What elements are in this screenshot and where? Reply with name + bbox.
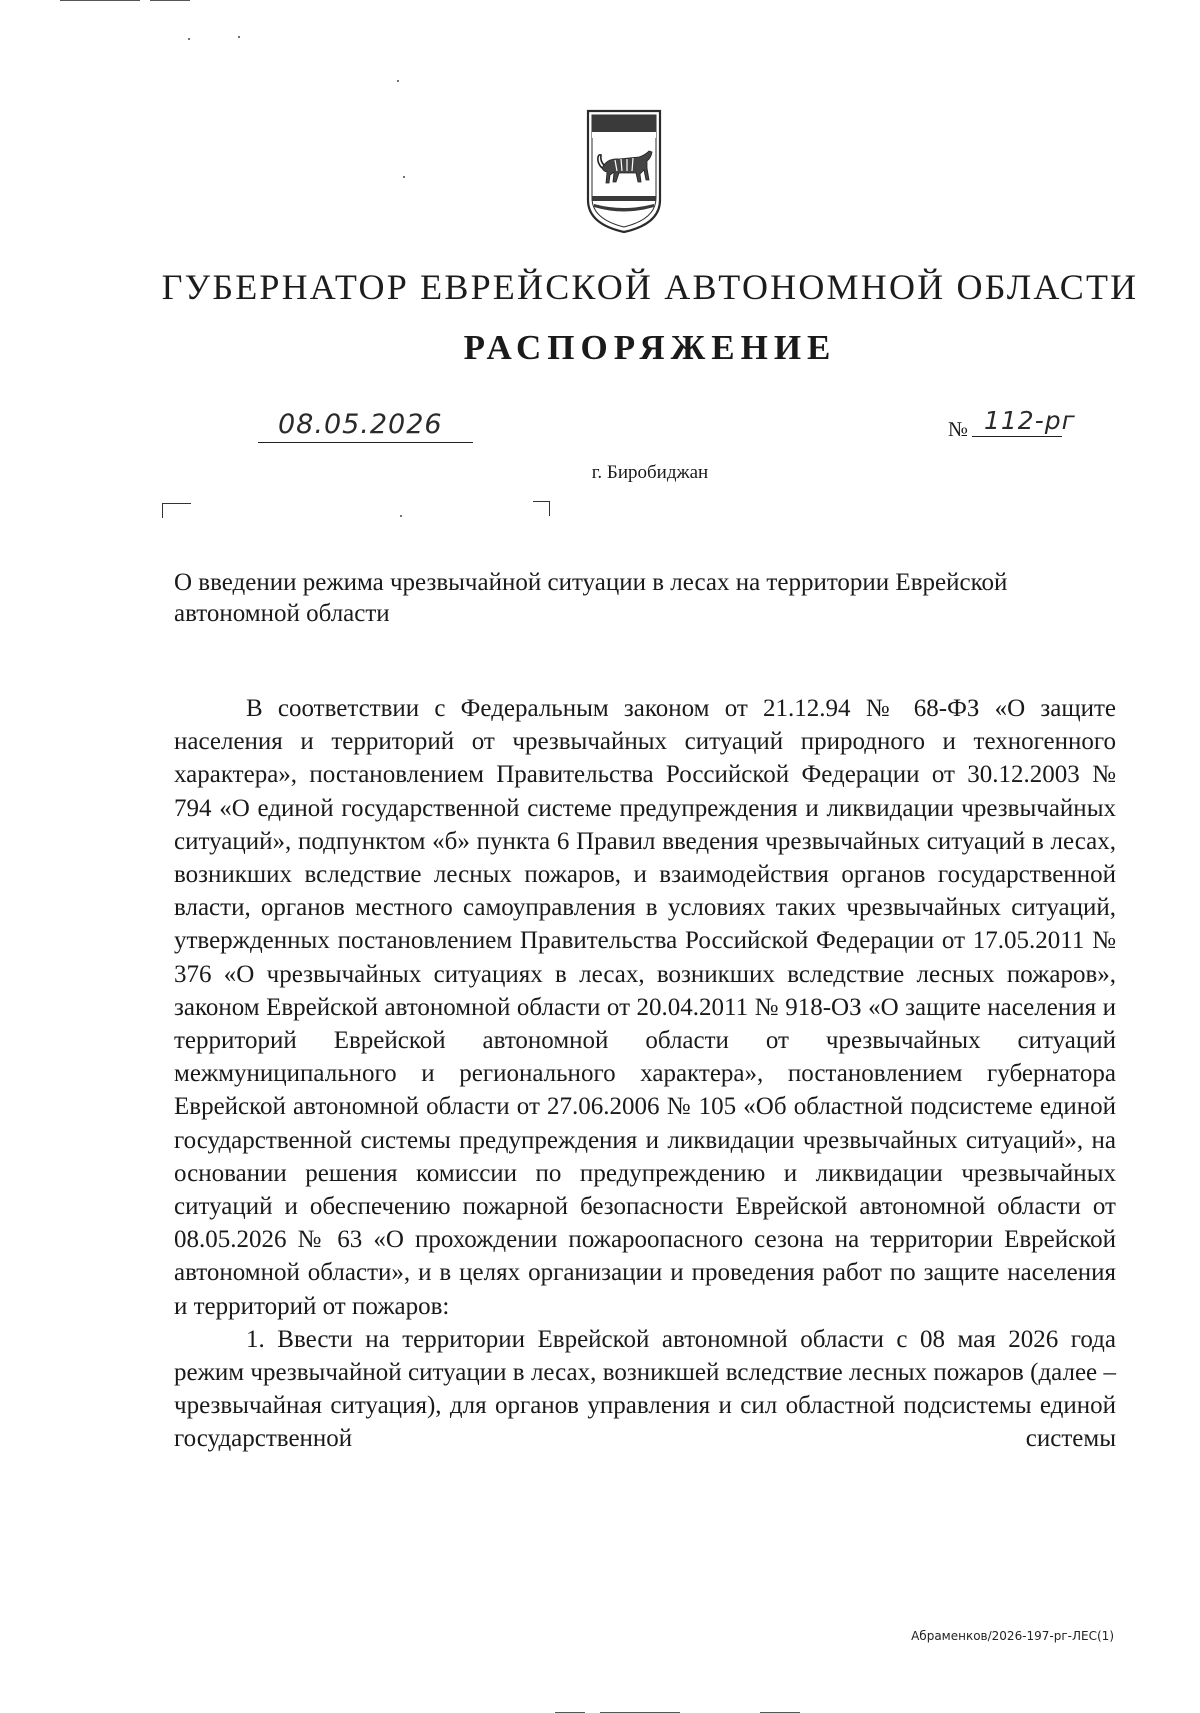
scan-speck bbox=[238, 36, 240, 38]
subject-bracket-left bbox=[162, 503, 191, 518]
number-field bbox=[972, 400, 1076, 437]
coat-of-arms-tiger-icon bbox=[585, 108, 663, 235]
subject-bracket-right bbox=[533, 501, 550, 516]
footer-reference: Абраменков/2026-197-рг-ЛЕС(1) bbox=[911, 1629, 1114, 1643]
scan-edge-mark bbox=[60, 0, 140, 1]
scan-speck bbox=[400, 515, 402, 517]
document-date: 08.05.2026 bbox=[278, 409, 443, 440]
date-field bbox=[258, 402, 473, 443]
scan-speck bbox=[397, 80, 399, 82]
scan-speck bbox=[403, 176, 405, 178]
item-1-paragraph: 1. Ввести на территории Еврейской автономной области с 08 мая 2026 года режим чрезвычайной ситуации в лесах, возникшей вследствие лесных пожаров (далее – чрезвычайная ситуация), для органов управления и сил областной подсистемы единой государственной системы bbox=[174, 1325, 1116, 1453]
authority-title: ГУБЕРНАТОР ЕВРЕЙСКОЙ АВТОНОМНОЙ ОБЛАСТИ bbox=[161, 267, 1139, 307]
document-type: РАСПОРЯЖЕНИЕ bbox=[463, 328, 837, 367]
document-number: 112-рг bbox=[984, 406, 1076, 435]
preamble-paragraph: В соответствии с Федеральным законом от 21.12.94 № 68-ФЗ «О защите населения и территорий от чрезвычайных ситуаций природного и техногенного характера», постановлением Правительства Российской Федерации от 30.12.2003 № 794 «О единой государственной системе предупреждения и ликвидации чрезвычайных ситуаций», подпунктом «б» пункта 6 Правил введения чрезвычайных ситуаций в лесах, возникших вследствие лесных пожаров, и взаимодействия органов государственной власти, органов местного самоуправления в условиях таких чрезвычайных ситуаций, утвержденных постановлением Правительства Российской Федерации от 17.05.2011 № 376 «О чрезвычайных ситуациях в лесах, возникших вследствие лесных пожаров», законом Еврейской автономной области от 20.04.2011 № 918-ОЗ «О защите населения и территорий Еврейской автономной области от чрезвычайных ситуаций межмуниципального и регионального характера», постановлением губернатора Еврейской автономной области от 27.06.2006 № 105 «Об областной подсистеме единой государственной системы предупреждения и ликвидации чрезвычайных ситуаций», на основании решения комиссии по предупреждению и ликвидации чрезвычайных ситуаций и обеспечению пожарной безопасности Еврейской автономной области от 08.05.2026 № 63 «О прохождении пожароопасного сезона на территории Еврейской автономной области», и в целях организации и проведения работ по защите населения и территорий от пожаров: bbox=[174, 695, 1116, 1320]
scan-edge-mark bbox=[150, 0, 190, 1]
scan-speck bbox=[188, 38, 190, 40]
document-subject: О введении режима чрезвычайной ситуации в лесах на территории Еврейской автономной области bbox=[174, 569, 1008, 627]
city-name: г. Биробиджан bbox=[591, 462, 709, 483]
document-body bbox=[174, 692, 1116, 1456]
number-label: № bbox=[948, 417, 969, 441]
